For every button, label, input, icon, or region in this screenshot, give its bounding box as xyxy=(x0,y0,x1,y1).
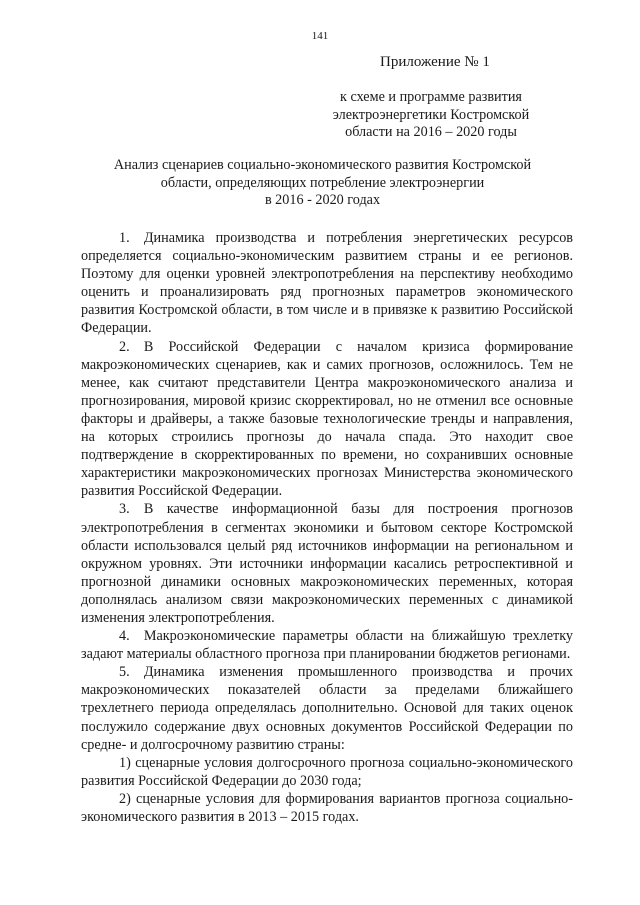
page-number: 141 xyxy=(311,30,329,42)
document-title-line: области, определяющих потребление электроэнергии xyxy=(160,174,485,191)
paragraph-5: 5. Динамика изменения промышленного производства и прочих макроэкономических показателей области за пределами ближайшего трехлетнего периода определялась дополнительно. Основой для таких оценок послужило содержание двух основных документов Российской Федерации по средне- и долгосрочному развитию страны: xyxy=(81,664,573,753)
annex-subtitle-line: электроэнергетики Костромской xyxy=(332,106,530,123)
paragraph-1: 1. Динамика производства и потребления энергетических ресурсов определяется социально-экономическим развитием страны и ее регионов. Поэтому для оценки уровней электропотребления на перспективу необходимо оценить и проанализировать ряд прогнозных параметров экономического развития Костромской области, в том числе и в привязке к развитию Российской Федерации. xyxy=(81,230,573,337)
list-item-1: 1) сценарные условия долгосрочного прогноза социально-экономического развития Российской Федерации до 2030 года; xyxy=(81,754,573,789)
paragraph-4: 4. Макроэкономические параметры области на ближайшую трехлетку задают материалы областного прогноза при планировании бюджетов регионами. xyxy=(81,628,573,663)
document-title xyxy=(80,157,565,210)
document-body xyxy=(81,229,573,826)
list-item-2: 2) сценарные условия для формирования вариантов прогноза социально-экономического развития в 2013 – 2015 годах. xyxy=(81,790,573,825)
paragraph-3: 3. В качестве информационной базы для построения прогнозов электропотребления в сегментах экономики и бытовом секторе Костромской области использовался целый ряд источников информации на региональном и окружном уровнях. Эти источники информации касались ретроспективной и прогнозной динамики основных макроэкономических переменных, которая дополнялась анализом связи макроэкономических переменных с динамикой изменения электропотребления. xyxy=(81,501,573,626)
document-title-line: в 2016 - 2020 годах xyxy=(264,192,381,208)
annex-subtitle xyxy=(300,89,562,142)
paragraph-2: 2. В Российской Федерации с началом кризиса формирование макроэкономических сценариев, как и самих прогнозов, осложнилось. Тем не менее, как считают представители Центра макроэкономического анализа и прогнозирования, мировой кризис скорректировал, но не отменил все основные факторы и драйверы, а также базовые технологические тренды и направления, на которых строились прогнозы до начала спада. Это находит свое подтверждение в скорректированных по времени, но сохранивших основные характеристики макроэкономических прогнозах Министерства экономического развития Российской Федерации. xyxy=(81,338,573,500)
annex-subtitle-line: области на 2016 – 2020 годы xyxy=(345,124,517,140)
document-title-line: Анализ сценариев социально-экономического развития Костромской xyxy=(113,157,532,173)
annex-title: Приложение № 1 xyxy=(380,54,490,70)
annex-subtitle-line: к схеме и программе развития xyxy=(340,89,522,105)
